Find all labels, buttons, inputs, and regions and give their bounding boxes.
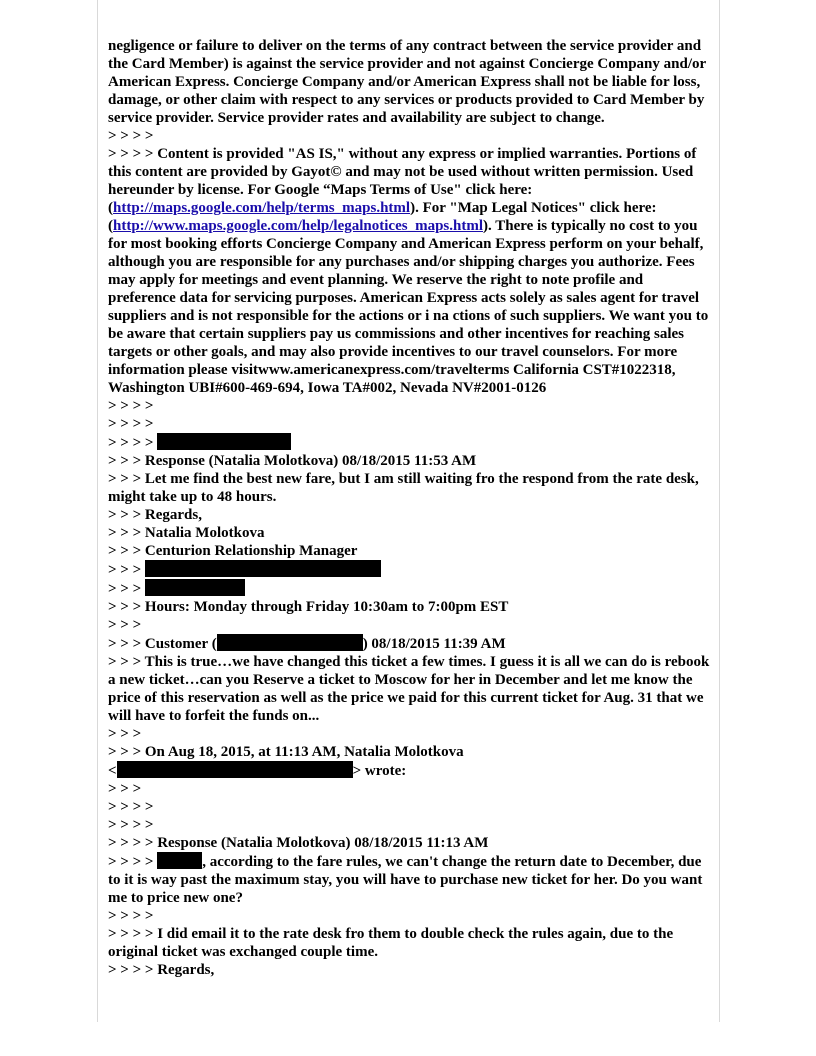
- disclaimer-intro: > > > > Content is provided "AS IS," without any express or implied warranties. Portions of this content are provided by Gayot© and may not be used without written permission. Used hereunder by license. For Google “Maps Terms of Use" click here: (: [108, 146, 697, 216]
- signature-title: > > > Centurion Relationship Manager: [108, 543, 358, 559]
- signature-name: > > > Natalia Molotkova: [108, 525, 265, 541]
- quote-line: > > > >: [108, 799, 154, 815]
- redaction-block: [117, 761, 353, 778]
- redaction-block: [145, 560, 381, 577]
- redaction-block: [145, 579, 245, 596]
- redaction-block: [157, 433, 291, 450]
- customer-message: > > > This is true…we have changed this ticket a few times. I guess it is all we can do is rebook a new ticket…can you Reserve a ticket to Moscow for her in December and let me know the price of this reservation as well as the price we paid for this current ticket for Aug. 31 that we will have to forfeit the funds on...: [108, 654, 710, 724]
- quote-line: > > > >: [108, 416, 154, 432]
- signature-regards: > > > Regards,: [108, 507, 202, 523]
- content-disclaimer: [108, 145, 713, 397]
- quote-line: > > > >: [108, 128, 154, 144]
- customer-header: > > > Customer ( ) 08/18/2015 11:39 AM: [108, 636, 506, 652]
- redacted-line: > > >: [108, 579, 713, 598]
- redacted-line: > > > >: [108, 433, 713, 452]
- quote-line: > > >: [108, 726, 142, 742]
- signature-regards: > > > > Regards,: [108, 962, 215, 978]
- on-date-line: > > > On Aug 18, 2015, at 11:13 AM, Natalia Molotkova: [108, 744, 464, 760]
- email-thread: [108, 37, 713, 979]
- redaction-block: [157, 852, 202, 869]
- response-message: > > > Let me find the best new fare, but I am still waiting fro the respond from the rate desk, might take up to 48 hours.: [108, 471, 699, 505]
- redaction-block: [217, 634, 363, 651]
- quote-line: > > > >: [108, 817, 154, 833]
- response-header: > > > > Response (Natalia Molotkova) 08/18/2015 11:13 AM: [108, 835, 489, 851]
- response-message: > > > > , according to the fare rules, we can't change the return date to December, due to it is way past the maximum stay, you will have to purchase new ticket for her. Do you want me to price new one?: [108, 854, 703, 906]
- response-message: > > > > I did email it to the rate desk fro them to double check the rules again, due to the original ticket was exchanged couple time.: [108, 926, 674, 960]
- disclaimer-rest: ). There is typically no cost to you for most booking efforts Concierge Company and American Express perform on your behalf, although you are responsible for any purchases and/or shipping charges you authorize. Fees may apply for meetings and event planning. We reserve the right to note profile and preference data for servicing purposes. American Express acts solely as sales agent for travel suppliers and is not responsible for the actions or i na ctions of such suppliers. We want you to be aware that certain suppliers pay us commissions and other incentives for reaching sales targets or other goals, and may also provide incentives to our travel counselors. For more information please visitwww.americanexpress.com/travelterms California CST#1022318, Washington UBI#600-469-694, Iowa TA#002, Nevada NV#2001-0126: [108, 218, 709, 396]
- response-header: > > > Response (Natalia Molotkova) 08/18/2015 11:53 AM: [108, 453, 477, 469]
- page-border-left: [97, 0, 98, 1022]
- signature-hours: > > > Hours: Monday through Friday 10:30am to 7:00pm EST: [108, 599, 509, 615]
- quote-line: > > > >: [108, 398, 154, 414]
- quote-line: > > >: [108, 617, 142, 633]
- liability-paragraph: negligence or failure to deliver on the terms of any contract between the service provider and the Card Member) is against the service provider and not against Concierge Company and/or American Express. Concierge Company and/or American Express shall not be liable for loss, damage, or other claim with respect to any services or products provided to Card Member by service provider. Service provider rates and availability are subject to change.: [108, 38, 706, 126]
- maps-terms-link[interactable]: http://maps.google.com/help/terms_maps.html: [113, 200, 411, 216]
- quote-line: > > >: [108, 781, 142, 797]
- maps-legal-link[interactable]: http://www.maps.google.com/help/legalnotices_maps.html: [113, 218, 483, 234]
- disclaimer-mid: ). For "Map Legal Notices" click here: (: [108, 200, 657, 234]
- quote-line: > > > >: [108, 908, 154, 924]
- page-border-right: [719, 0, 720, 1022]
- wrote-line: < > wrote:: [108, 763, 407, 779]
- redacted-line: > > >: [108, 560, 713, 579]
